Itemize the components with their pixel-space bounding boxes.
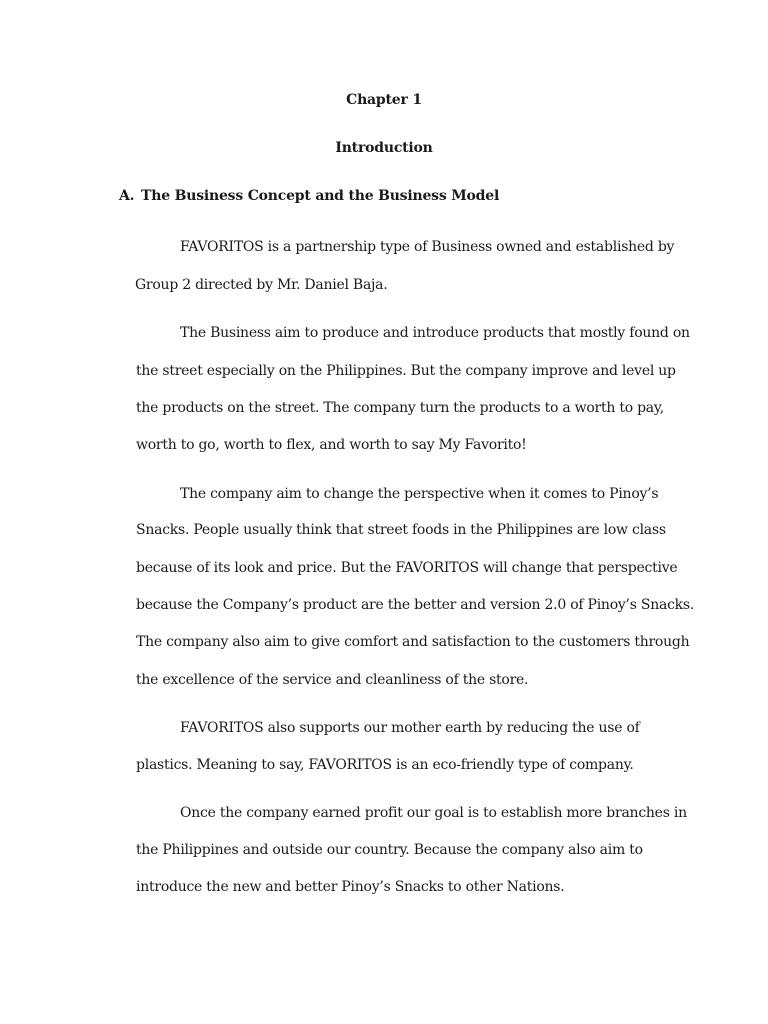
paragraph-line: because the Company’s product are the better and version 2.0 of Pinoy’s Snacks. — [136, 597, 695, 613]
paragraph-line: Group 2 directed by Mr. Daniel Baja. — [135, 277, 388, 293]
paragraph-line: the Philippines and outside our country. Because the company also aim to — [136, 842, 643, 858]
subsection-heading — [119, 188, 499, 204]
paragraph-line: the street especially on the Philippines. But the company improve and level up — [136, 363, 676, 379]
paragraph-line: FAVORITOS also supports our mother earth by reducing the use of — [180, 720, 640, 736]
section-title-introduction: Introduction — [335, 140, 433, 156]
paragraph-line: Snacks. People usually think that street foods in the Philippines are low class — [136, 522, 666, 538]
chapter-title: Chapter 1 — [346, 92, 422, 108]
paragraph-line: The company aim to change the perspective when it comes to Pinoy’s — [180, 486, 659, 502]
paragraph-line: plastics. Meaning to say, FAVORITOS is an eco-friendly type of company. — [136, 757, 634, 773]
paragraph-line: The Business aim to produce and introduce products that mostly found on — [180, 325, 690, 341]
paragraph-line: the excellence of the service and cleanliness of the store. — [136, 672, 529, 688]
paragraph-line: introduce the new and better Pinoy’s Snacks to other Nations. — [136, 879, 565, 895]
paragraph-line: FAVORITOS is a partnership type of Business owned and established by — [180, 239, 675, 255]
paragraph-line: the products on the street. The company turn the products to a worth to pay, — [136, 400, 664, 416]
paragraph-line: The company also aim to give comfort and satisfaction to the customers through — [136, 634, 690, 650]
paragraph-line: because of its look and price. But the FAVORITOS will change that perspective — [136, 560, 678, 576]
paragraph-line: worth to go, worth to flex, and worth to say My Favorito! — [136, 437, 527, 453]
subsection-title: The Business Concept and the Business Model — [141, 188, 500, 204]
paragraph-line: Once the company earned profit our goal is to establish more branches in — [180, 805, 687, 821]
subsection-letter: A. — [119, 188, 135, 204]
